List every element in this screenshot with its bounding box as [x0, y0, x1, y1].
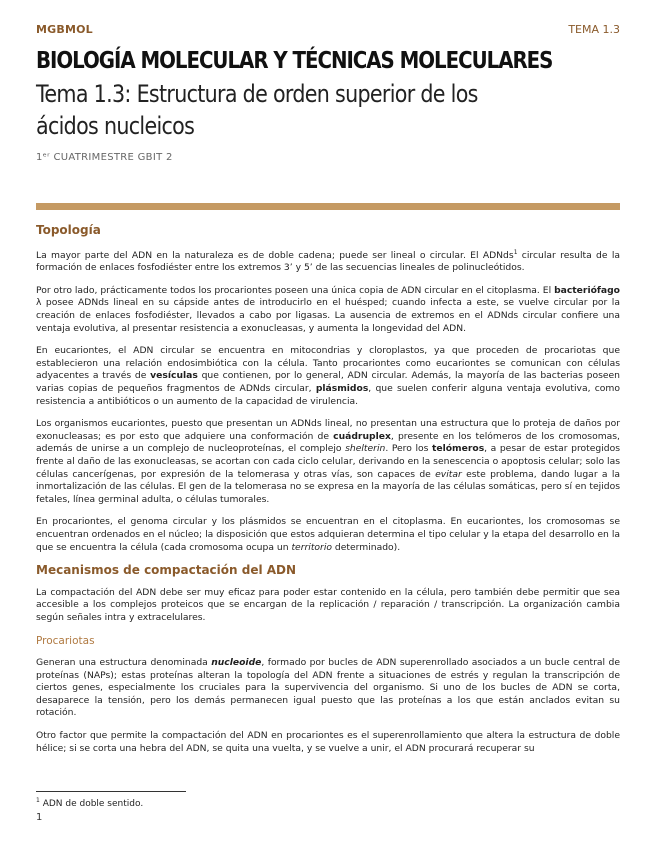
bold-term: cuádruplex [333, 430, 391, 442]
italic-term: territorio [291, 541, 332, 553]
text: Generan una estructura denominada [36, 657, 212, 669]
footnote-separator [36, 791, 186, 792]
text: este problema, dando lugar a la inmortalización de las células. El gen de la telomerasa no se expresa en la mayoría de las células somáticas, pero sí en tejidos fetales, línea germinal adulta, o células tumorales. [36, 468, 620, 505]
main-content [36, 224, 620, 765]
text: , a pesar de estar protegidos frente al daño de las exonucleasas, se acortan con cada ciclo celular, derivando en la senescencia o apoptosis celular; solo las células cancerígenas, por expresión de la telomerasa y otras vías, son capaces de [36, 443, 621, 480]
section-heading-mecanismos: Mecanismos de compactación del ADN [36, 563, 297, 578]
paragraph [36, 516, 620, 554]
topic-label: TEMA 1.3 [568, 23, 620, 36]
title-block [36, 48, 620, 163]
text: . Pero los [385, 443, 432, 455]
document-title: BIOLOGÍA MOLECULAR Y TÉCNICAS MOLECULARES [36, 48, 553, 74]
bold-term: bacteriófago [554, 284, 620, 296]
footnote-mark: 1 [36, 797, 40, 804]
text: , formado por bucles de ADN superenrollado asociados a un bucle central de proteínas (NAPs); estas proteínas alteran la topología del ADN frente a situaciones de estrés y regulan la transcripción de ciertos genes, especialmente los cruciales para la supervivencia del organismo. Si uno de los bucles de ADN se corta, desaparece la tensión, pero los demás permanecen igual puesto que las proteínas a los que están anclados evitan su rotación. [36, 657, 620, 719]
bold-italic-term: nucleoide [211, 657, 262, 669]
paragraph [36, 247, 620, 275]
text: Por otro lado, prácticamente todos los procariontes poseen una única copia de ADN circular en el citoplasma. El [36, 284, 555, 296]
paragraph [36, 418, 620, 506]
paragraph: Otro factor que permite la compactación del ADN en procariontes es el superenrollamiento que altera la estructura de doble hélice; si se corta una hebra del ADN, se quita una vuelta, y se vuelve a unir, el ADN procurará recuperar su [36, 730, 620, 754]
document-meta: 1ᵉʳ CUATRIMESTRE GBIT 2 [36, 152, 173, 163]
italic-term: shelterin [345, 443, 386, 455]
italic-term: evitar [435, 468, 462, 480]
text: En eucariontes, el ADN circular se encuentra en mitocondrias y cloroplastos, ya que proceden de procariotas que establecieron una relación endosimbiótica con la célula. Tanto procariontes como eucariontes se comunican con células adyacentes a través de [36, 345, 620, 382]
text: determinado). [332, 541, 401, 553]
bold-term: plásmidos [315, 383, 369, 394]
text: , presente en los telómeros de los cromosomas, además de unirse a un complejo de nucleoproteínas, el complejo [36, 430, 620, 455]
bold-term: telómeros [431, 443, 485, 455]
text: que contienen, por lo general, ADN circular. Además, la mayoría de las bacterias poseen varias copias de pequeños fragmentos de ADNds circular, [36, 370, 620, 394]
text: circular resulta de la formación de enlaces fosfodiéster entre los extremos 3’ y 5’ de las secuencias lineales de polinucleótidos. [36, 249, 621, 274]
section-heading-topologia: Topología [36, 223, 101, 237]
text: En procariontes, el genoma circular y los plásmidos se encuentran en el citoplasma. En eucariontes, los cromosomas se encuentran ordenados en el núcleo; la disposición que estos adquieran determina el tipo celular y la etapa del desarrollo en la que se encuentra la célula (cada cromosoma ocupa un [36, 516, 620, 553]
text: , que suelen conferir alguna ventaja evolutiva, como resistencia a antibióticos o un aumento de la capacidad de virulencia. [36, 383, 620, 407]
course-code: MGBMOL [36, 23, 93, 36]
paragraph [36, 345, 620, 408]
paragraph: La compactación del ADN debe ser muy eficaz para poder estar contenido en la célula, pero también debe permitir que sea accesible a los complejos proteicos que se encargan de la replicación / reparación / transcripción. La organización cambia según señales intra y extracelulares. [36, 586, 620, 623]
bold-term: vesículas [150, 370, 198, 382]
footnote [36, 797, 143, 809]
footnote-text: ADN de doble sentido. [39, 799, 144, 809]
text: Los organismos eucariontes, puesto que presentan un ADNds lineal, no presentan una estructura que lo proteja de daños por exonucleasas; es por esto que adquiere una conformación de [36, 418, 620, 442]
paragraph [36, 285, 620, 335]
paragraph [36, 657, 620, 720]
page-number: 1 [36, 812, 43, 823]
text: La mayor parte del ADN en la naturaleza es de doble cadena; puede ser lineal o circular. El ADNds [36, 249, 514, 261]
title-divider [36, 203, 620, 210]
subsection-heading-procariotas: Procariotas [36, 634, 95, 647]
document-subtitle: Tema 1.3: Estructura de orden superior de los ácidos nucleicos [36, 80, 478, 140]
text: λ posee ADNds lineal en su cápside antes de introducirlo en el huésped; cuando infecta a este, se vuelve circular por la creación de enlaces fosfodiéster, llevados a cabo por ligasas. La ausencia de extremos en el ADNds circular confiere una ventaja evolutiva, al presentar resistencia a exonucleasas, y aumenta la longevidad del ADN. [36, 297, 620, 334]
footnote-ref: 1 [513, 248, 518, 256]
